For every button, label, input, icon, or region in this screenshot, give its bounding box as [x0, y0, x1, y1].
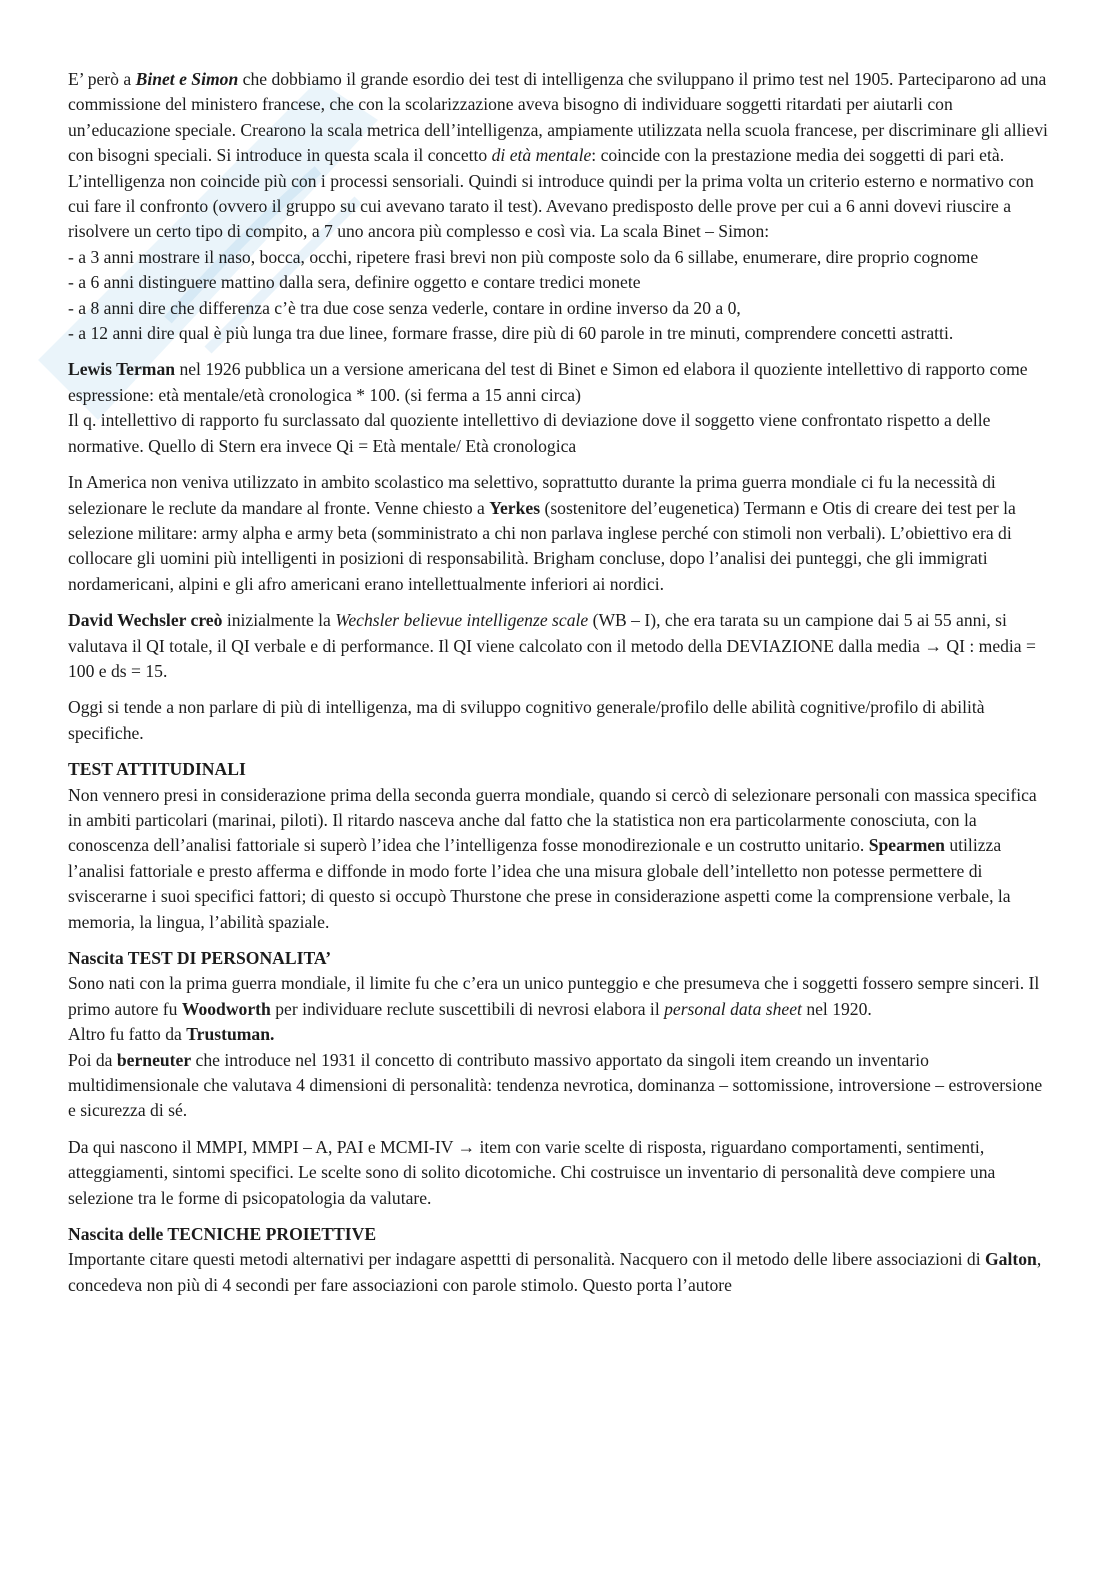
paragraph-terman: Lewis Terman nel 1926 pubblica un a versione americana del test di Binet e Simon ed elabora il quoziente intellettivo di rapporto come espressione: età mentale/età cronologica * 100. (si ferma a 15 anni circa) Il q. intellettivo di rapporto fu surclassato dal quoziente intellettivo di deviazione dove il soggetto viene confrontato rispetto a delle normative. Quello di Stern era invece Qi = Età mentale/ Età cronologica — [68, 359, 1028, 456]
bullet-item: - a 8 anni dire che differenza c’è tra due cose senza vederle, contare in ordine inverso da 20 a 0, — [68, 297, 741, 318]
spearmen-name: Spearmen — [868, 835, 945, 856]
arrow-icon: → — [924, 635, 942, 656]
paragraph-wechsler: David Wechsler creò inizialmente la Wechsler believue intelligenze scale (WB – I), che era tarata su un campione dai 5 ai 55 anni, si valutava il QI totale, il QI verbale e di performance. Il QI viene calcolato con il metodo della DEVIAZIONE dalla media → QI : media = 100 e ds = 15. — [68, 610, 1036, 681]
paragraph-oggi: Oggi si tende a non parlare di più di intelligenza, ma di sviluppo cognitivo generale/profilo delle abilità cognitive/profilo di abilità specifiche. — [68, 697, 985, 743]
paragraph-binet-simon: E’ però a Binet e Simon che dobbiamo il grande esordio dei test di intelligenza che sviluppano il primo test nel 1905. Parteciparono ad una commissione del ministero francese, che con la scolarizzazione aveva bisogno di individuare soggetti ritardati per aiutarli con un’educazione speciale. Crearono la scala metrica dell’intelligenza, ampiamente utilizzata nella scuola francese, per discriminare gli allievi con bisogni speciali. Si introduce in questa scala il concetto di età mentale: coincide con la prestazione media dei soggetti di pari età. L’intelligenza non coincide più con i processi sensoriali. Quindi si introduce quindi per la prima volta un criterio esterno e normativo con cui fare il confronto (ovvero il gruppo su cui avevano tarato il test). Avevano predisposto delle prove per cui a 6 anni dovevi riuscire a risolvere un certo tipo di compito, a 7 uno ancora più complesso e così via. La scala Binet – Simon: - a 3 anni mostrare il naso, bocca, occhi, ripetere frasi brevi non più composte solo da 6 sillabe, enumerare, dire proprio cognome - a 6 anni distinguere mattino dalla sera, definire oggetto e contare tredici monete - a 8 anni dire che differenza c’è tra due cose senza vederle, contare in ordine inverso da 20 a 0, - a 12 anni dire qual è più lunga tra due linee, formare frasse, dire più di 60 parole in tre minuti, comprendere concetti astratti. — [68, 69, 1048, 344]
terman-name: Lewis Terman — [68, 359, 176, 380]
section-text: Non vennero presi in considerazione prima della seconda guerra mondiale, quando si cercò di selezionare personali con massica specifica in ambiti particolari (marinai, piloti). Il ritardo nasceva anche dal fatto che la statistica non era particolarmente conosciuta, con la conoscenza dell’analisi fattoriale si superò l’idea che l’intelligenza fosse monodirezionale e un costrutto unitario. Spearmen utilizza l’analisi fattoriale e presto afferma e diffonde in modo forte l’idea che una misura globale dell’intelletto non potesse permettere di sviscerarne i suoi specifici fattori; di questo si occupò Thurstone che prese in considerazione aspetti come la comprensione verbale, la memoria, la lingua, l’abilità spaziale. — [68, 784, 1037, 932]
bullet-item: - a 12 anni dire qual è più lunga tra due linee, formare frasse, dire più di 60 parole in tre minuti, comprendere concetti astratti. — [68, 323, 954, 344]
section-test-attitudinali — [68, 757, 1053, 935]
wechsler-scale-title: Wechsler believue intelligenze scale — [335, 610, 589, 631]
bullet-item: - a 3 anni mostrare il naso, bocca, occhi, ripetere frasi brevi non più composte solo da 6 sillabe, enumerare, dire proprio cognome — [68, 246, 979, 267]
section-heading: Nascita TEST DI PERSONALITA’ — [68, 948, 332, 968]
woodworth-name: Woodworth — [181, 998, 271, 1019]
section-tecniche-proiettive — [68, 1222, 1053, 1298]
section-test-personalita — [68, 946, 1053, 1124]
document-body — [68, 67, 1053, 1309]
wechsler-name: David Wechsler creò — [68, 610, 223, 631]
bullet-item: - a 6 anni distinguere mattino dalla sera, definire oggetto e contare tredici monete — [68, 272, 641, 293]
berneuter-name: berneuter — [116, 1049, 192, 1070]
section-heading: TEST ATTITUDINALI — [68, 759, 246, 780]
paragraph-mmpi: Da qui nascono il MMPI, MMPI – A, PAI e MCMI-IV → item con varie scelte di risposta, riguardano comportamenti, sentimenti, atteggiamenti, sintomi specifici. Le scelte sono di solito dicotomiche. Chi costruisce un inventario di personalità deve compiere una selezione tra le forme di psicopatologia da valutare. — [68, 1136, 996, 1208]
section-text: Sono nati con la prima guerra mondiale, il limite fu che c’era un unico punteggio e che presumeva che i soggetti fossero sempre sinceri. Il primo autore fu Woodworth per individuare reclute suscettibili di nevrosi elabora il personal data sheet nel 1920. Altro fu fatto da Trustuman. Poi da berneuter che introduce nel 1931 il concetto di contributo massivo apportato da singoli item creando un inventario multidimensionale che valutava 4 dimensioni di personalità: tendenza nevrotica, dominanza – sottomissione, introversione – estroversione e sicurezza di sé. — [68, 973, 1043, 1121]
galton-name: Galton — [985, 1249, 1037, 1270]
paragraph-america: In America non veniva utilizzato in ambito scolastico ma selettivo, soprattutto durante la prima guerra mondiale ci fu la necessità di selezionare le reclute da mandare al fronte. Venne chiesto a Yerkes (sostenitore del’eugenetica) Termann e Otis di creare dei test per la selezione militare: army alpha e army beta (somministrato a chi non parlava inglese perché con stimoli non verbali). L’obiettivo era di collocare gli uomini più intelligenti in posizioni di responsabilità. Brigham concluse, dopo l’analisi dei punteggi, che gli immigrati nordamericani, alpini e gli afro americani erano intellettualmente inferiori ai nordici. — [68, 472, 1016, 594]
section-heading: Nascita delle TECNICHE PROIETTIVE — [68, 1224, 377, 1245]
trustuman-name: Trustuman. — [186, 1024, 275, 1045]
eta-mentale-term: di età mentale — [491, 145, 592, 166]
arrow-icon: → — [457, 1136, 476, 1157]
personal-data-sheet-title: personal data sheet — [664, 998, 802, 1019]
yerkes-name: Yerkes — [489, 497, 541, 518]
binet-simon-name: Binet e Simon — [135, 69, 239, 89]
section-text: Importante citare questi metodi alternativi per indagare aspettti di personalità. Nacquero con il metodo delle libere associazioni di Galton, concedeva non più di 4 secondi per fare associazioni con parole stimolo. Questo porta l’autore — [68, 1249, 1042, 1295]
